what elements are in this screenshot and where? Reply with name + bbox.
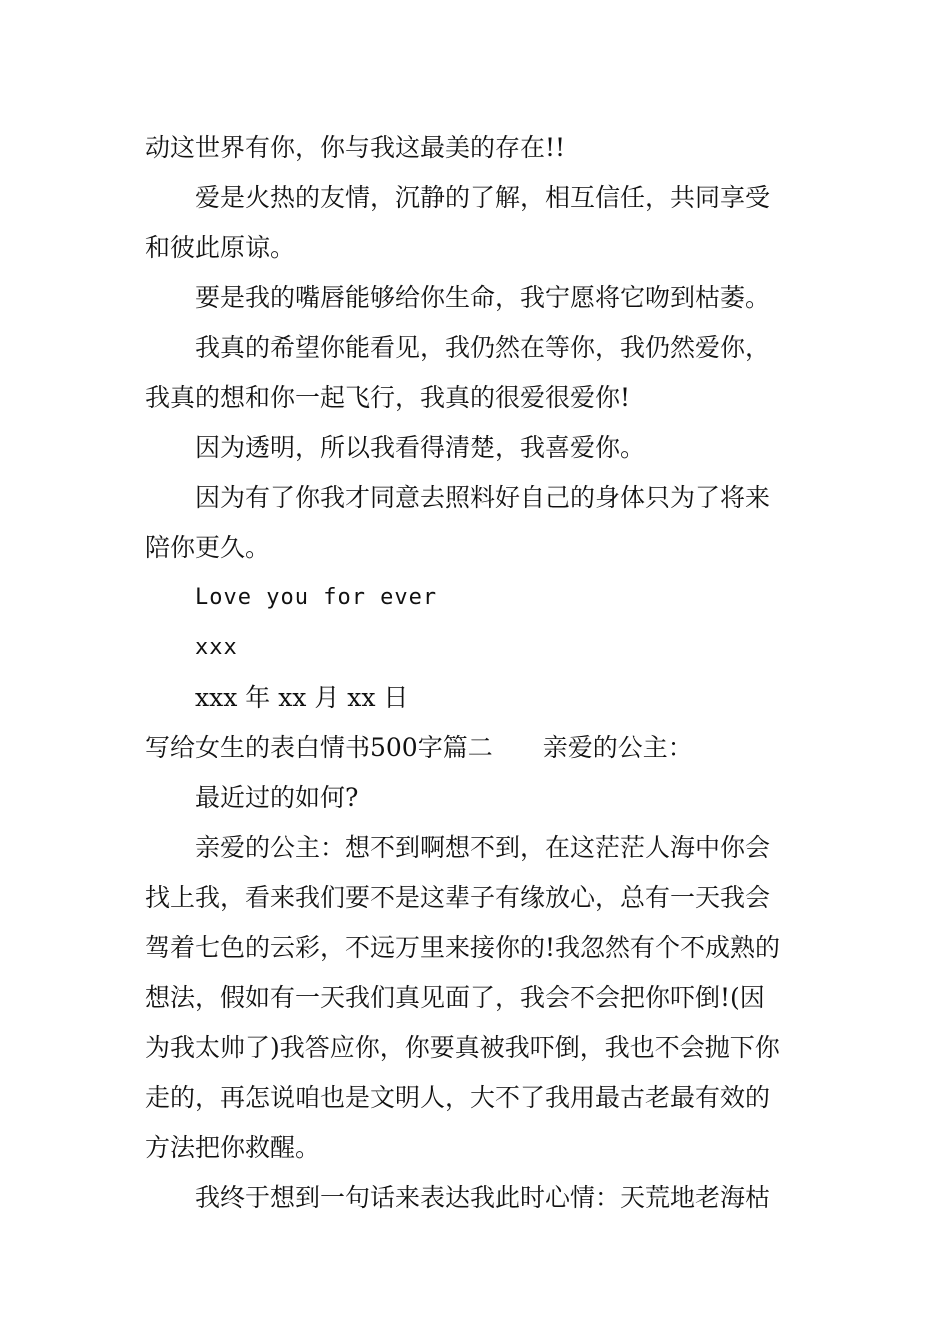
text-line: 动这世界有你，你与我这最美的存在!! [145, 133, 566, 162]
text-line: 找上我，看来我们要不是这辈子有缘放心，总有一天我会 [145, 883, 771, 912]
text-line: 想法，假如有一天我们真见面了，我会不会把你吓倒!(因 [145, 983, 765, 1012]
signature-date: xxx 年 xx 月 xx 日 [195, 683, 409, 712]
paragraph-first-line: 亲爱的公主：想不到啊想不到，在这茫茫人海中你会 [195, 833, 771, 862]
closing-phrase: Love you for ever [195, 585, 438, 610]
section-title: 写给女生的表白情书500字篇二 [145, 733, 493, 762]
text-line: 驾着七色的云彩，不远万里来接你的!我忽然有个不成熟的 [145, 933, 781, 962]
text-line: 陪你更久。 [145, 533, 271, 562]
paragraph-first-line: 要是我的嘴唇能够给你生命，我宁愿将它吻到枯萎。 [195, 283, 771, 312]
section-heading [145, 723, 810, 773]
text-line: 走的，再怎说咱也是文明人，大不了我用最古老最有效的 [145, 1083, 771, 1112]
paragraph-first-line: 爱是火热的友情，沉静的了解，相互信任，共同享受 [195, 183, 771, 212]
text-line: 方法把你救醒。 [145, 1133, 321, 1162]
paragraph-first-line: 因为透明，所以我看得清楚，我喜爱你。 [195, 433, 646, 462]
paragraph-first-line: 我终于想到一句话来表达我此时心情：天荒地老海枯 [195, 1183, 771, 1212]
text-line: 为我太帅了)我答应你，你要真被我吓倒，我也不会抛下你 [145, 1033, 780, 1062]
paragraph-first-line: 我真的希望你能看见，我仍然在等你，我仍然爱你， [195, 333, 771, 362]
letter-salutation: 亲爱的公主： [542, 733, 693, 762]
paragraph-first-line: 最近过的如何? [195, 783, 359, 812]
signature-name: xxx [195, 635, 238, 660]
text-line: 和彼此原谅。 [145, 233, 296, 262]
paragraph-first-line: 因为有了你我才同意去照料好自己的身体只为了将来 [195, 483, 771, 512]
document-body [145, 123, 810, 1223]
text-line: 我真的想和你一起飞行，我真的很爱很爱你! [145, 383, 631, 412]
